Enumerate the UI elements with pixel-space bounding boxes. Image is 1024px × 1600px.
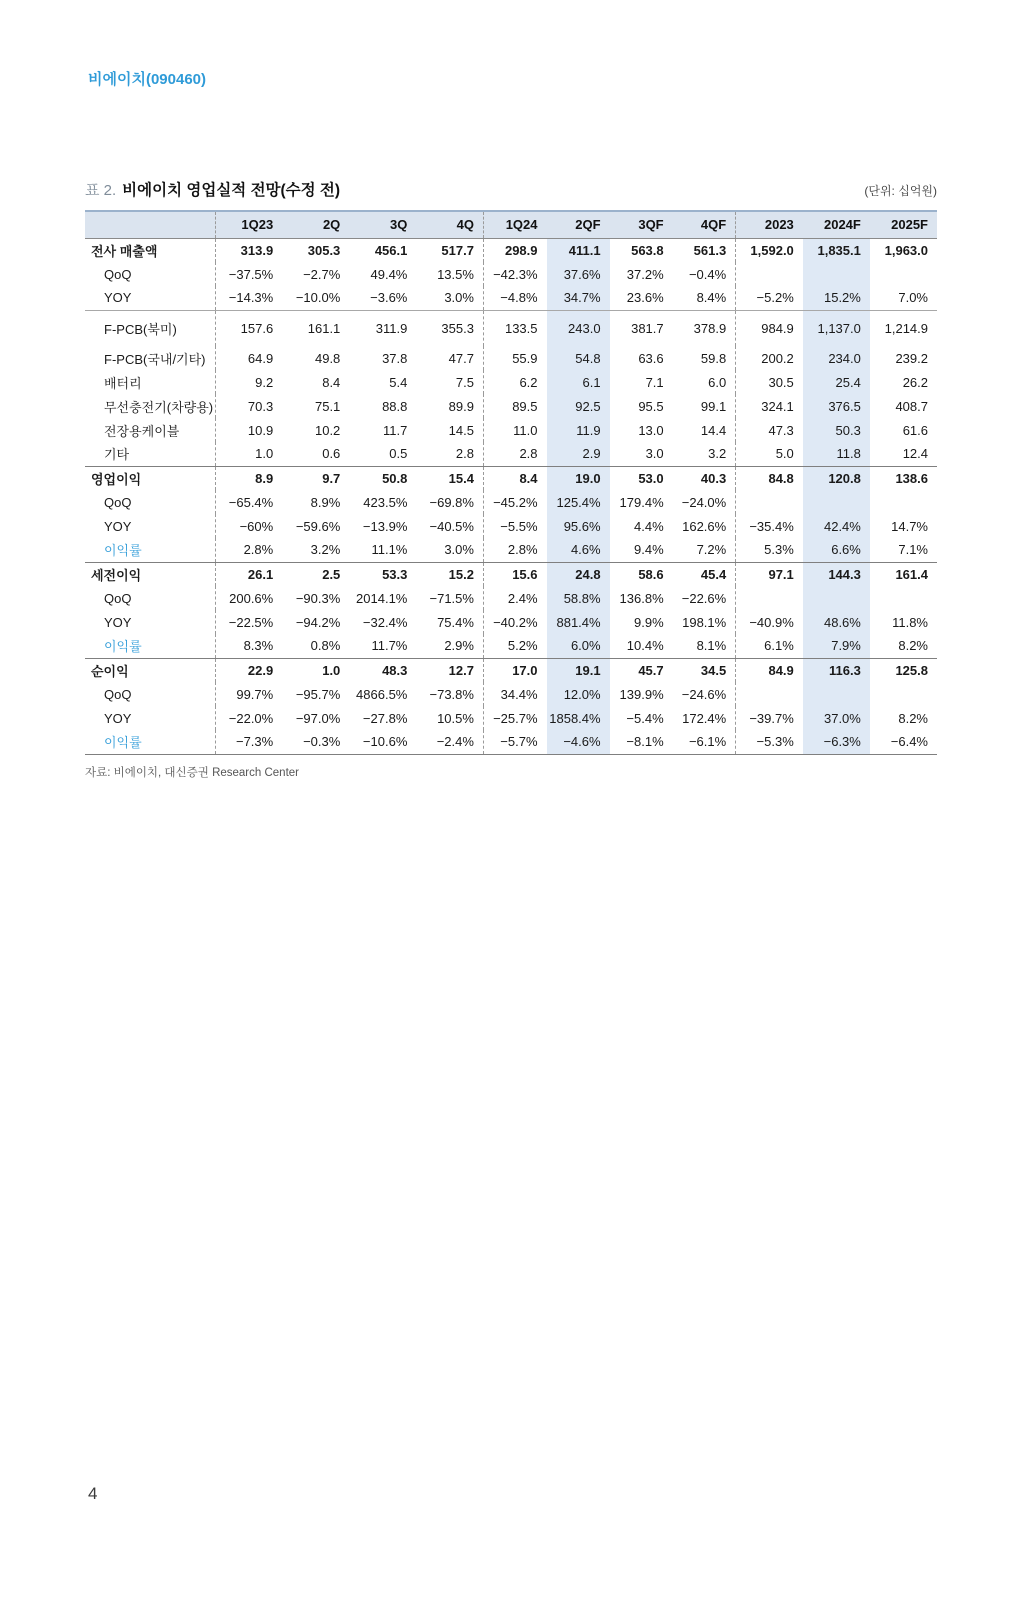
table-row xyxy=(85,490,937,514)
table-cell: 7.1% xyxy=(898,542,928,558)
table-cell: 58.6 xyxy=(610,562,673,586)
table-cell: 7.0% xyxy=(898,290,928,306)
table-cell: −40.5% xyxy=(429,518,474,534)
table-cell: 0.6 xyxy=(322,446,341,462)
source-note: 자료: 비에이치, 대신증권 Research Center xyxy=(85,766,299,779)
table-cell: 3.0 xyxy=(645,446,664,462)
table-cell xyxy=(803,682,870,706)
table-cell: 10.4% xyxy=(626,638,664,654)
table-cell: 48.6% xyxy=(803,610,870,634)
row-label: YOY xyxy=(104,614,132,630)
table-cell: −4.6% xyxy=(547,730,610,754)
table-cell: 50.8 xyxy=(349,466,416,490)
table-cell: 8.1% xyxy=(696,638,727,654)
table-cell: 3.2 xyxy=(708,446,727,462)
table-cell: 54.8 xyxy=(547,346,610,370)
table-cell: 5.0 xyxy=(736,442,803,466)
column-header: 2024F xyxy=(803,211,870,238)
table-cell: 3.0% xyxy=(444,290,474,306)
table-cell: 17.0 xyxy=(483,658,546,682)
table-cell: 47.7 xyxy=(448,350,474,366)
table-cell: −0.3% xyxy=(303,734,341,750)
table-cell: 161.4 xyxy=(870,562,937,586)
row-label: 이익률 xyxy=(104,735,142,751)
column-header: 2QF xyxy=(547,211,610,238)
stock-header-link[interactable]: 비에이치(090460) xyxy=(88,71,207,88)
table-cell: −45.2% xyxy=(483,490,546,514)
table-cell xyxy=(803,586,870,610)
table-cell: 2014.1% xyxy=(356,590,408,606)
table-cell: 9.7 xyxy=(282,466,349,490)
table-cell: −13.9% xyxy=(362,518,408,534)
table-cell: −94.2% xyxy=(295,614,341,630)
table-cell: 0.5 xyxy=(389,446,408,462)
row-label: 전사 매출액 xyxy=(85,238,215,262)
table-cell: −22.0% xyxy=(215,706,282,730)
table-cell: 61.6 xyxy=(902,422,928,438)
row-label: QoQ xyxy=(104,494,132,510)
table-row xyxy=(85,562,937,586)
table-cell: 5.3% xyxy=(736,538,803,562)
table-cell: −5.4% xyxy=(626,710,664,726)
column-header: 2Q xyxy=(282,211,349,238)
table-cell: 1.0 xyxy=(215,442,282,466)
row-label: 이익률 xyxy=(104,543,142,559)
table-cell: 116.3 xyxy=(803,658,870,682)
row-label: QoQ xyxy=(104,590,132,606)
table-cell: −0.4% xyxy=(688,266,727,282)
table-cell: −2.7% xyxy=(303,266,341,282)
table-cell: 133.5 xyxy=(483,310,546,346)
table-cell: −37.5% xyxy=(215,262,282,286)
table-cell: 75.1 xyxy=(314,398,341,414)
row-label: QoQ xyxy=(104,266,132,282)
table-cell: 6.1% xyxy=(736,634,803,658)
table-cell: 313.9 xyxy=(215,238,282,262)
table-cell: 45.7 xyxy=(610,658,673,682)
table-cell: 53.3 xyxy=(349,562,416,586)
table-row xyxy=(85,346,937,370)
table-row xyxy=(85,682,937,706)
table-cell: 234.0 xyxy=(803,346,870,370)
table-cell: 34.5 xyxy=(673,658,736,682)
table-cell: −10.6% xyxy=(362,734,408,750)
table-row xyxy=(85,310,937,346)
table-cell: −40.9% xyxy=(736,610,803,634)
table-cell: 200.2 xyxy=(736,346,803,370)
table-row xyxy=(85,370,937,394)
table-cell: −10.0% xyxy=(295,290,341,306)
table-cell: 12.7 xyxy=(416,658,483,682)
table-cell: 7.1 xyxy=(645,374,664,390)
table-cell: −35.4% xyxy=(736,514,803,538)
table-row xyxy=(85,286,937,310)
table-cell: 324.1 xyxy=(736,394,803,418)
column-header: 4QF xyxy=(673,211,736,238)
table-row xyxy=(85,538,937,562)
table-cell: 42.4% xyxy=(803,514,870,538)
row-label: 기타 xyxy=(104,447,130,463)
table-cell: 13.0 xyxy=(638,422,664,438)
table-cell: 4.6% xyxy=(547,538,610,562)
table-cell: −65.4% xyxy=(215,490,282,514)
table-cell: −40.2% xyxy=(483,610,546,634)
table-cell: 1,592.0 xyxy=(736,238,803,262)
table-cell: 1,214.9 xyxy=(870,310,937,346)
table-row xyxy=(85,442,937,466)
row-label: QoQ xyxy=(104,686,132,702)
table-cell: −4.8% xyxy=(483,286,546,310)
table-cell: −3.6% xyxy=(370,290,408,306)
column-header: 2023 xyxy=(736,211,803,238)
table-cell: 138.6 xyxy=(870,466,937,490)
table-cell: 10.9 xyxy=(215,418,282,442)
column-header: 4Q xyxy=(416,211,483,238)
table-cell: 30.5 xyxy=(736,370,803,394)
table-cell: 8.9 xyxy=(215,466,282,490)
table-number-label: 표 2. xyxy=(85,182,117,199)
table-cell: 8.4 xyxy=(483,466,546,490)
table-cell: 305.3 xyxy=(282,238,349,262)
table-cell: 37.8 xyxy=(382,350,408,366)
table-cell: 6.6% xyxy=(803,538,870,562)
table-cell: 26.2 xyxy=(902,374,928,390)
table-row xyxy=(85,610,937,634)
table-cell xyxy=(736,262,803,286)
table-cell: 2.4% xyxy=(483,586,546,610)
table-cell: 15.6 xyxy=(483,562,546,586)
table-cell: 75.4% xyxy=(437,614,474,630)
table-cell: 1,137.0 xyxy=(803,310,870,346)
table-cell: −24.0% xyxy=(681,494,727,510)
table-cell: 58.8% xyxy=(547,586,610,610)
column-header: 2025F xyxy=(870,211,937,238)
table-cell: 59.8 xyxy=(700,350,727,366)
table-cell: 8.2% xyxy=(898,638,928,654)
row-label: 배터리 xyxy=(104,375,142,391)
table-cell: 12.0% xyxy=(547,682,610,706)
table-cell: −97.0% xyxy=(295,710,341,726)
table-cell: 49.4% xyxy=(370,266,408,282)
table-cell: −22.5% xyxy=(215,610,282,634)
table-cell: 200.6% xyxy=(215,586,282,610)
row-label: 전장용케이블 xyxy=(104,423,180,439)
table-cell: 10.5% xyxy=(437,710,474,726)
table-cell: 1,963.0 xyxy=(870,238,937,262)
table-title: 비에이치 영업실적 전망(수정 전) xyxy=(122,182,341,199)
table-cell xyxy=(870,490,937,514)
table-cell: 8.4 xyxy=(322,374,341,390)
table-cell: 99.1 xyxy=(700,398,727,414)
table-cell: 84.9 xyxy=(736,658,803,682)
row-label: F-PCB(북미) xyxy=(85,310,215,346)
table-cell: −90.3% xyxy=(295,590,341,606)
table-cell: −6.3% xyxy=(803,730,870,754)
table-cell: 144.3 xyxy=(803,562,870,586)
table-cell: 162.6% xyxy=(682,518,727,534)
table-cell: −39.7% xyxy=(736,706,803,730)
table-row xyxy=(85,586,937,610)
table-cell: −59.6% xyxy=(295,518,341,534)
row-label: YOY xyxy=(104,290,132,306)
table-cell: −25.7% xyxy=(483,706,546,730)
table-cell xyxy=(870,586,937,610)
table-cell: 3.0% xyxy=(444,542,474,558)
table-cell: 198.1% xyxy=(682,614,727,630)
row-label: 영업이익 xyxy=(85,466,215,490)
table-cell: 49.8 xyxy=(314,350,341,366)
table-cell: 161.1 xyxy=(282,310,349,346)
unit-label: (단위: 십억원) xyxy=(864,184,937,198)
table-cell: −24.6% xyxy=(681,686,727,702)
table-cell: 11.7 xyxy=(383,422,408,438)
table-cell: 2.9% xyxy=(444,638,474,654)
table-cell: 89.5 xyxy=(483,394,546,418)
table-cell: 88.8 xyxy=(382,398,408,414)
table-cell: 47.3 xyxy=(736,418,803,442)
table-cell: 456.1 xyxy=(349,238,416,262)
table-cell: 53.0 xyxy=(610,466,673,490)
table-cell: 881.4% xyxy=(547,610,610,634)
table-cell: 2.8 xyxy=(483,442,546,466)
table-cell: 95.5 xyxy=(638,398,664,414)
table-cell: −2.4% xyxy=(436,734,474,750)
table-cell: 0.8% xyxy=(310,638,341,654)
table-cell: 5.4 xyxy=(389,374,408,390)
table-cell: −6.4% xyxy=(890,734,928,750)
table-cell: 157.6 xyxy=(215,310,282,346)
table-cell xyxy=(870,682,937,706)
row-label: 세전이익 xyxy=(85,562,215,586)
table-cell: 23.6% xyxy=(626,290,664,306)
table-cell: 9.4% xyxy=(634,542,664,558)
table-cell: 24.8 xyxy=(547,562,610,586)
table-cell: 7.2% xyxy=(696,542,727,558)
table-cell: 11.8 xyxy=(803,442,870,466)
table-cell: 298.9 xyxy=(483,238,546,262)
table-cell: −22.6% xyxy=(681,590,727,606)
table-cell: 37.0% xyxy=(803,706,870,730)
row-label: 순이익 xyxy=(85,658,215,682)
table-cell: 84.8 xyxy=(736,466,803,490)
table-cell: −6.1% xyxy=(688,734,727,750)
table-cell: 70.3 xyxy=(215,394,282,418)
table-cell: 8.3% xyxy=(215,634,282,658)
table-cell: 120.8 xyxy=(803,466,870,490)
table-cell: 4.4% xyxy=(634,518,664,534)
table-cell: 11.7% xyxy=(371,638,408,654)
row-label: YOY xyxy=(104,710,132,726)
table-cell: 563.8 xyxy=(610,238,673,262)
table-cell: 45.4 xyxy=(673,562,736,586)
table-cell: 239.2 xyxy=(895,350,928,366)
table-row xyxy=(85,466,937,490)
table-cell: 15.2% xyxy=(803,286,870,310)
table-cell: −5.2% xyxy=(736,286,803,310)
table-cell: 3.2% xyxy=(310,542,341,558)
table-cell: −27.8% xyxy=(362,710,408,726)
table-cell: 517.7 xyxy=(416,238,483,262)
row-label: YOY xyxy=(104,518,132,534)
table-cell: −7.3% xyxy=(215,730,282,754)
table-cell: 13.5% xyxy=(437,266,474,282)
table-cell: 6.0 xyxy=(708,374,727,390)
table-cell: 376.5 xyxy=(803,394,870,418)
table-cell: 55.9 xyxy=(483,346,546,370)
table-cell: 95.6% xyxy=(547,514,610,538)
page-number: 4 xyxy=(88,1484,98,1503)
table-cell: 8.9% xyxy=(310,494,341,510)
row-label: 무선충전기(차량용) xyxy=(104,399,214,415)
table-cell: 9.2 xyxy=(215,370,282,394)
table-cell: −71.5% xyxy=(429,590,474,606)
table-cell: −8.1% xyxy=(626,734,664,750)
table-cell: −5.7% xyxy=(483,730,546,754)
table-cell: −32.4% xyxy=(362,614,408,630)
table-cell: 2.8% xyxy=(483,538,546,562)
table-cell: 10.2 xyxy=(314,422,341,438)
table-cell: 4866.5% xyxy=(356,686,408,702)
table-cell: 8.4% xyxy=(696,290,727,306)
table-cell: 136.8% xyxy=(619,590,664,606)
table-cell: 14.5 xyxy=(448,422,474,438)
table-cell: 6.0% xyxy=(547,634,610,658)
table-cell: 48.3 xyxy=(349,658,416,682)
table-cell: 381.7 xyxy=(610,310,673,346)
table-row xyxy=(85,514,937,538)
table-row xyxy=(85,730,937,754)
table-cell: 11.1% xyxy=(371,542,408,558)
table-cell: 125.4% xyxy=(547,490,610,514)
table-cell: 19.0 xyxy=(547,466,610,490)
table-cell xyxy=(870,262,937,286)
table-cell: 37.2% xyxy=(626,266,664,282)
table-cell: 97.1 xyxy=(736,562,803,586)
column-header: 1Q23 xyxy=(215,211,282,238)
table-cell xyxy=(736,682,803,706)
table-cell: 40.3 xyxy=(673,466,736,490)
table-cell xyxy=(803,490,870,514)
column-header: 3QF xyxy=(610,211,673,238)
table-cell: 172.4% xyxy=(682,710,727,726)
table-cell: 2.8% xyxy=(215,538,282,562)
table-cell: 408.7 xyxy=(895,398,928,414)
table-cell: −73.8% xyxy=(429,686,474,702)
table-cell: 411.1 xyxy=(547,238,610,262)
table-header-row xyxy=(85,211,937,238)
table-cell: 34.7% xyxy=(547,286,610,310)
table-cell xyxy=(803,262,870,286)
table-cell: 6.2 xyxy=(483,370,546,394)
table-cell: −60% xyxy=(215,514,282,538)
table-cell: 6.1 xyxy=(547,370,610,394)
table-row xyxy=(85,634,937,658)
table-cell: 179.4% xyxy=(619,494,664,510)
table-cell: 11.8% xyxy=(892,614,928,630)
table-cell: 15.2 xyxy=(416,562,483,586)
table-cell: −42.3% xyxy=(483,262,546,286)
table-cell: 9.9% xyxy=(634,614,664,630)
table-cell: −5.3% xyxy=(736,730,803,754)
table-cell: 11.9 xyxy=(547,418,610,442)
table-block xyxy=(85,178,937,780)
table-cell: 14.4 xyxy=(700,422,727,438)
table-cell: 378.9 xyxy=(673,310,736,346)
table-cell: 984.9 xyxy=(736,310,803,346)
table-cell: 37.6% xyxy=(547,262,610,286)
table-cell: 2.5 xyxy=(282,562,349,586)
table-cell: 89.9 xyxy=(448,398,474,414)
table-cell: 8.2% xyxy=(898,710,928,726)
table-cell: 12.4 xyxy=(902,446,928,462)
table-cell: 5.2% xyxy=(483,634,546,658)
earnings-forecast-table xyxy=(85,210,937,755)
table-cell: 1.0 xyxy=(282,658,349,682)
table-cell: 125.8 xyxy=(870,658,937,682)
table-cell: 355.3 xyxy=(416,310,483,346)
table-cell: −5.5% xyxy=(483,514,546,538)
table-cell: 19.1 xyxy=(547,658,610,682)
column-header-empty xyxy=(85,211,215,238)
table-cell: 11.0 xyxy=(483,418,546,442)
table-row xyxy=(85,418,937,442)
table-cell: 92.5 xyxy=(547,394,610,418)
table-cell: 311.9 xyxy=(349,310,416,346)
table-cell: 2.8 xyxy=(455,446,474,462)
table-cell: 139.9% xyxy=(619,686,664,702)
table-cell: 1,835.1 xyxy=(803,238,870,262)
table-cell: 99.7% xyxy=(215,682,282,706)
table-cell xyxy=(736,586,803,610)
table-row xyxy=(85,394,937,418)
table-cell: 26.1 xyxy=(215,562,282,586)
table-cell: 14.7% xyxy=(891,518,928,534)
table-cell: −14.3% xyxy=(215,286,282,310)
table-cell: 50.3 xyxy=(803,418,870,442)
table-cell: 7.9% xyxy=(803,634,870,658)
table-cell: 1858.4% xyxy=(547,706,610,730)
table-cell: 15.4 xyxy=(416,466,483,490)
row-label: 이익률 xyxy=(104,639,142,655)
row-label: F-PCB(국내/기타) xyxy=(104,351,206,367)
column-header: 3Q xyxy=(349,211,416,238)
table-cell: 7.5 xyxy=(455,374,474,390)
table-cell: 2.9 xyxy=(547,442,610,466)
table-row xyxy=(85,706,937,730)
table-cell: 63.6 xyxy=(638,350,664,366)
table-cell: −95.7% xyxy=(295,686,341,702)
table-row xyxy=(85,262,937,286)
table-row xyxy=(85,238,937,262)
table-title-row xyxy=(85,178,937,200)
table-cell: 22.9 xyxy=(215,658,282,682)
table-cell: 561.3 xyxy=(673,238,736,262)
table-row xyxy=(85,658,937,682)
table-cell: 25.4 xyxy=(803,370,870,394)
table-cell: 423.5% xyxy=(363,494,408,510)
table-cell xyxy=(736,490,803,514)
table-cell: 34.4% xyxy=(483,682,546,706)
table-cell: 64.9 xyxy=(215,346,282,370)
column-header: 1Q24 xyxy=(483,211,546,238)
table-cell: 243.0 xyxy=(547,310,610,346)
table-cell: −69.8% xyxy=(429,494,474,510)
